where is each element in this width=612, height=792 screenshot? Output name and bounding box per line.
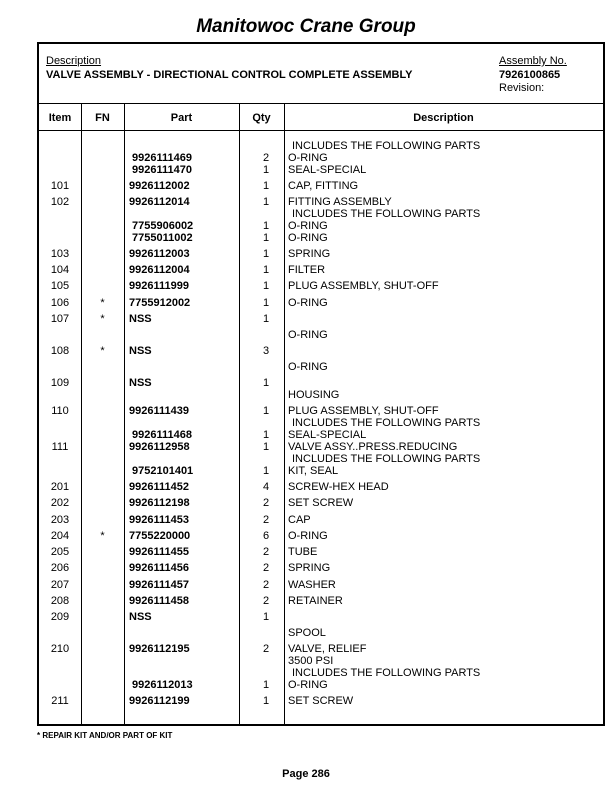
part-number-cell: 9926112198: [129, 497, 190, 509]
part-number-cell: 9926112013: [132, 679, 193, 691]
description-cell: SCREW-HEX HEAD: [288, 481, 389, 493]
table-row: [39, 196, 603, 208]
part-number-cell: 7755220000: [129, 530, 191, 542]
description-cell: VALVE, RELIEF: [288, 643, 367, 655]
assembly-label: Assembly No.: [499, 55, 567, 67]
description-cell: SEAL-SPECIAL: [288, 429, 367, 441]
qty-cell: 1: [262, 180, 270, 192]
table-row: [39, 140, 603, 152]
description-cell: INCLUDES THE FOLLOWING PARTS: [292, 667, 481, 679]
assembly-value: 7926100865: [499, 69, 561, 81]
part-number-cell: 9926112199: [129, 695, 190, 707]
qty-cell: 2: [262, 595, 270, 607]
qty-cell: 1: [262, 611, 270, 623]
part-number-cell: 9926112003: [129, 248, 190, 260]
qty-cell: 2: [262, 546, 270, 558]
description-cell: SPOOL: [288, 627, 326, 639]
qty-cell: 1: [262, 465, 270, 477]
description-cell: KIT, SEAL: [288, 465, 339, 477]
table-row: [39, 152, 603, 164]
table-row: [39, 220, 603, 232]
part-number-cell: 9926112002: [129, 180, 190, 192]
fn-cell: *: [100, 345, 105, 357]
part-number-cell: 7755912002: [129, 297, 191, 309]
qty-cell: 1: [262, 405, 270, 417]
item-cell: 206: [50, 562, 70, 574]
table-row: [39, 232, 603, 244]
part-number-cell: 9926111455: [129, 546, 189, 558]
table-row: [39, 497, 603, 509]
qty-cell: 3: [262, 345, 270, 357]
table-row: [39, 695, 603, 707]
table-row: [39, 164, 603, 176]
description-cell: INCLUDES THE FOLLOWING PARTS: [292, 140, 481, 152]
qty-cell: 1: [262, 429, 270, 441]
description-cell: INCLUDES THE FOLLOWING PARTS: [292, 453, 481, 465]
qty-cell: 1: [262, 377, 270, 389]
qty-cell: 2: [262, 579, 270, 591]
part-number-cell: 7755906002: [132, 220, 194, 232]
qty-cell: 6: [262, 530, 270, 542]
table-row: [39, 655, 603, 667]
description-cell: WASHER: [288, 579, 336, 591]
parts-list-frame: [37, 42, 605, 726]
description-cell: HOUSING: [288, 389, 340, 401]
description-label: Description: [46, 55, 102, 67]
description-cell: TUBE: [288, 546, 318, 558]
qty-cell: 2: [262, 497, 270, 509]
item-cell: 104: [50, 264, 70, 276]
item-cell: 202: [50, 497, 70, 509]
table-row: [39, 208, 603, 220]
item-cell: 211: [51, 695, 69, 707]
description-cell: SPRING: [288, 248, 331, 260]
item-cell: 107: [50, 313, 70, 325]
fn-cell: *: [100, 313, 105, 325]
part-number-cell: 7755011002: [132, 232, 193, 244]
part-number-cell: 9926112014: [129, 196, 190, 208]
qty-cell: 4: [262, 481, 270, 493]
revision-label: Revision:: [499, 82, 545, 94]
qty-cell: 1: [262, 297, 270, 309]
description-cell: O-RING: [288, 329, 328, 341]
qty-cell: 2: [262, 643, 270, 655]
description-cell: O-RING: [288, 232, 328, 244]
table-row: [39, 264, 603, 276]
qty-cell: 2: [262, 514, 270, 526]
table-row: [39, 389, 603, 401]
item-cell: 210: [50, 643, 70, 655]
description-cell: INCLUDES THE FOLLOWING PARTS: [292, 208, 481, 220]
table-row: [39, 377, 603, 389]
table-row: [39, 530, 603, 542]
qty-cell: 1: [262, 679, 270, 691]
item-cell: 101: [50, 180, 70, 192]
description-cell: CAP, FITTING: [288, 180, 359, 192]
column-header-fn: FN: [95, 112, 110, 124]
description-cell: O-RING: [288, 530, 328, 542]
qty-cell: 1: [262, 196, 270, 208]
item-cell: 111: [51, 441, 69, 453]
item-cell: 105: [50, 280, 70, 292]
table-row: [39, 514, 603, 526]
item-cell: 207: [50, 579, 70, 591]
qty-cell: 1: [262, 220, 270, 232]
description-cell: VALVE ASSY..PRESS.REDUCING: [288, 441, 458, 453]
part-number-cell: 9926111456: [129, 562, 189, 574]
table-row: [39, 667, 603, 679]
qty-cell: 1: [262, 248, 270, 260]
part-number-cell: NSS: [129, 345, 152, 357]
table-row: [39, 280, 603, 292]
table-row: [39, 329, 603, 341]
item-cell: 204: [50, 530, 70, 542]
part-number-cell: 9926111458: [129, 595, 189, 607]
description-cell: O-RING: [288, 361, 328, 373]
description-cell: O-RING: [288, 679, 328, 691]
item-cell: 108: [50, 345, 70, 357]
item-cell: 205: [50, 546, 70, 558]
item-cell: 110: [51, 405, 69, 417]
item-cell: 103: [50, 248, 70, 260]
table-row: [39, 465, 603, 477]
item-cell: 109: [50, 377, 70, 389]
part-number-cell: 9926111469: [132, 152, 192, 164]
part-number-cell: NSS: [129, 377, 152, 389]
part-number-cell: 9926111457: [129, 579, 189, 591]
description-cell: SEAL-SPECIAL: [288, 164, 367, 176]
part-number-cell: 9926111470: [132, 164, 192, 176]
item-cell: 102: [50, 196, 70, 208]
table-row: [39, 248, 603, 260]
table-row: [39, 611, 603, 623]
table-row: [39, 297, 603, 309]
page-number: Page 286: [282, 768, 330, 780]
part-number-cell: 9926112195: [129, 643, 190, 655]
table-row: [39, 417, 603, 429]
description-cell: PLUG ASSEMBLY, SHUT-OFF: [288, 405, 439, 417]
description-cell: RETAINER: [288, 595, 343, 607]
table-row: [39, 595, 603, 607]
table-row: [39, 579, 603, 591]
part-number-cell: 9926112004: [129, 264, 190, 276]
part-number-cell: 9926112958: [129, 441, 190, 453]
description-cell: PLUG ASSEMBLY, SHUT-OFF: [288, 280, 439, 292]
table-row: [39, 441, 603, 453]
table-row: [39, 562, 603, 574]
table-row: [39, 405, 603, 417]
qty-cell: 1: [262, 280, 270, 292]
description-cell: O-RING: [288, 152, 328, 164]
column-header-part: Part: [170, 112, 193, 124]
description-cell: FITTING ASSEMBLY: [288, 196, 392, 208]
table-row: [39, 546, 603, 558]
qty-cell: 1: [262, 695, 270, 707]
description-cell: 3500 PSI: [288, 655, 334, 667]
description-cell: CAP: [288, 514, 311, 526]
part-number-cell: 9926111999: [129, 280, 189, 292]
part-number-cell: 9752101401: [132, 465, 194, 477]
item-cell: 106: [50, 297, 70, 309]
table-row: [39, 429, 603, 441]
table-row: [39, 313, 603, 325]
description-cell: O-RING: [288, 220, 328, 232]
description-value: VALVE ASSEMBLY - DIRECTIONAL CONTROL COMPLETE ASSEMBLY: [46, 69, 413, 81]
item-cell: 203: [50, 514, 70, 526]
column-header-item: Item: [48, 112, 72, 124]
fn-cell: *: [100, 530, 105, 542]
part-number-cell: 9926111453: [129, 514, 189, 526]
qty-cell: 1: [262, 232, 270, 244]
table-row: [39, 180, 603, 192]
qty-cell: 1: [262, 313, 270, 325]
table-row: [39, 481, 603, 493]
column-header-description: Description: [413, 112, 474, 124]
item-cell: 201: [50, 481, 70, 493]
fn-cell: *: [100, 297, 105, 309]
table-row: [39, 679, 603, 691]
item-cell: 208: [50, 595, 70, 607]
footnote: * REPAIR KIT AND/OR PART OF KIT: [37, 731, 173, 740]
part-number-cell: 9926111452: [129, 481, 189, 493]
description-cell: INCLUDES THE FOLLOWING PARTS: [292, 417, 481, 429]
description-cell: SPRING: [288, 562, 331, 574]
qty-cell: 1: [262, 441, 270, 453]
table-row: [39, 361, 603, 373]
description-cell: SET SCREW: [288, 497, 354, 509]
qty-cell: 1: [262, 164, 270, 176]
table-row: [39, 627, 603, 639]
page-title: Manitowoc Crane Group: [196, 16, 416, 37]
part-number-cell: NSS: [129, 313, 152, 325]
item-cell: 209: [50, 611, 70, 623]
description-cell: SET SCREW: [288, 695, 354, 707]
qty-cell: 2: [262, 152, 270, 164]
part-number-cell: 9926111439: [129, 405, 189, 417]
qty-cell: 2: [262, 562, 270, 574]
description-cell: FILTER: [288, 264, 326, 276]
qty-cell: 1: [262, 264, 270, 276]
table-row: [39, 453, 603, 465]
table-row: [39, 345, 603, 357]
part-number-cell: 9926111468: [132, 429, 192, 441]
part-number-cell: NSS: [129, 611, 152, 623]
description-cell: O-RING: [288, 297, 328, 309]
table-row: [39, 643, 603, 655]
column-header-qty: Qty: [252, 112, 271, 124]
